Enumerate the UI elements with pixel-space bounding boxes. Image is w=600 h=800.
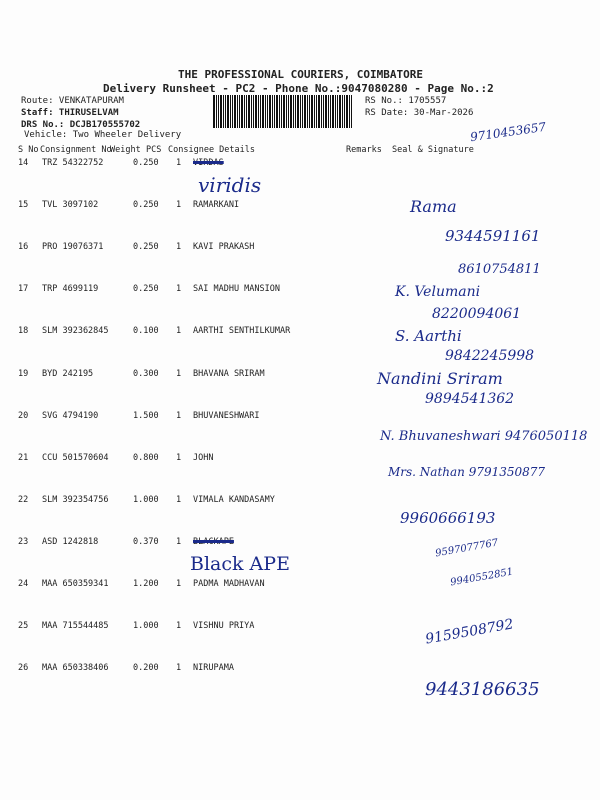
company-title: THE PROFESSIONAL COURIERS, COIMBATORE [178,68,424,81]
cell-name: RAMARKANI [193,200,240,211]
barcode-bar [332,95,334,128]
cell-sno: 22 [18,494,29,505]
cell-cons: SLM 392362845 [42,326,109,337]
cell-weight: 0.200 [133,663,159,674]
cell-cons: TVL 3097102 [42,200,99,211]
handwritten-name: Black APE [190,553,290,575]
cell-weight: 0.250 [133,284,159,295]
signature: 9344591161 [445,227,541,245]
cell-weight: 0.100 [133,326,159,337]
barcode-bar [311,95,313,128]
barcode-bar [237,95,238,128]
cell-weight: 0.300 [133,368,159,379]
cell-pcs: 1 [176,158,182,168]
barcode-bar [239,95,240,128]
signature: Mrs. Nathan 9791350877 [388,465,546,479]
col-weight: Weight [110,145,141,155]
cell-cons: ASD 1242818 [42,536,99,547]
barcode-bar [251,95,252,128]
barcode-bar [244,95,245,128]
rs-date: RS Date: 30-Mar-2026 [365,108,474,118]
cell-pcs: 1 [176,621,182,632]
table-row [0,326,600,340]
barcode-bar [295,95,296,128]
drs-number: DRS No.: DCJB170555702 [21,120,141,130]
signature: 9597077767 [434,537,500,560]
cell-name: VISHNU PRIYA [193,621,255,632]
barcode-bar [314,95,315,128]
barcode [213,95,353,128]
barcode-bar [281,95,282,128]
cell-weight: 1.500 [133,410,159,421]
barcode-bar [234,95,236,128]
signature: Rama [410,197,457,216]
cell-pcs: 1 [176,536,182,547]
barcode-bar [279,95,280,128]
barcode-bar [300,95,301,128]
table-header [0,145,600,159]
table-row [0,369,600,383]
cell-weight: 0.250 [133,158,159,168]
barcode-bar [260,95,261,128]
barcode-bar [346,95,348,128]
cell-name: VIMALA KANDASAMY [193,494,275,505]
barcode-bar [339,95,341,128]
col-pcs: PCS [146,145,162,155]
cell-sno: 20 [18,410,29,421]
cell-weight: 0.250 [133,200,159,211]
barcode-bar [248,95,250,128]
barcode-bar [258,95,259,128]
col-sno: S No [18,145,39,155]
barcode-bar [220,95,222,128]
table-row [0,197,600,216]
table-row [0,579,600,593]
barcode-bar [262,95,264,128]
barcode-bar [230,95,231,128]
barcode-bar [223,95,224,128]
cell-name: AARTHI SENTHILKUMAR [193,326,291,337]
cell-pcs: 1 [176,452,182,463]
signature: 9960666193 [400,509,496,527]
cell-cons: SVG 4794190 [42,410,99,421]
cell-name: BLACKAPE [193,536,234,547]
cell-name: BHAVANA SRIRAM [193,368,265,379]
signature: 9842245998 [445,348,535,364]
rs-number: RS No.: 1705557 [365,96,447,106]
cell-cons: PRO 19076371 [42,242,104,253]
barcode-bar [218,95,219,128]
cell-sno: 17 [18,284,29,295]
signature: 8220094061 [432,306,522,322]
barcode-bar [328,95,329,128]
cell-pcs: 1 [176,494,182,505]
signature: 9710453657 [469,119,547,145]
cell-name: NIRUPAMA [193,663,234,674]
signature: 9894541362 [425,391,515,407]
barcode-bar [274,95,275,128]
table-row [0,495,600,509]
cell-sno: 26 [18,663,29,674]
signature: 9159508792 [424,616,515,648]
barcode-bar [318,95,320,128]
cell-name: JOHN [193,452,214,463]
barcode-bar [307,95,308,128]
barcode-bar [330,95,331,128]
table-row [0,158,600,172]
barcode-bar [213,95,215,128]
barcode-bar [276,95,278,128]
handwritten-name: viridis [198,173,262,197]
staff: Staff: THIRUSELVAM [21,108,119,118]
cell-sno: 24 [18,579,29,589]
cell-weight: 0.250 [133,242,159,253]
cell-weight: 0.370 [133,536,159,547]
cell-pcs: 1 [176,663,182,674]
cell-weight: 1.000 [133,621,159,632]
barcode-bar [349,95,350,128]
cell-cons: TRP 4699119 [42,284,99,295]
barcode-bar [227,95,229,128]
barcode-bar [309,95,310,128]
barcode-bar [342,95,343,128]
cell-sno: 23 [18,536,29,547]
col-remarks: Remarks [346,145,382,155]
barcode-bar [288,95,289,128]
cell-sno: 25 [18,621,29,632]
cell-name: SAI MADHU MANSION [193,284,280,295]
barcode-bar [255,95,257,128]
barcode-bar [283,95,285,128]
barcode-bar [265,95,266,128]
barcode-bar [323,95,324,128]
cell-sno: 19 [18,368,29,379]
cell-sno: 18 [18,326,29,337]
barcode-bar [297,95,299,128]
barcode-bar [286,95,287,128]
cell-sno: 15 [18,200,29,211]
cell-sno: 14 [18,158,29,168]
cell-weight: 1.200 [133,579,159,589]
cell-cons: MAA 715544485 [42,621,109,632]
cell-name: PADMA MADHAVAN [193,579,265,589]
barcode-bar [344,95,345,128]
runsheet-subtitle: Delivery Runsheet - PC2 - Phone No.:9047080280 - Page No.:2 [103,82,494,95]
cell-weight: 1.000 [133,494,159,505]
cell-cons: SLM 392354756 [42,494,109,505]
signature: N. Bhuvaneshwari 9476050118 [380,429,588,444]
cell-cons: CCU 501570604 [42,452,109,463]
cell-name: VIRDAS [193,158,224,168]
barcode-bar [293,95,294,128]
cell-pcs: 1 [176,200,182,211]
barcode-bar [351,95,352,128]
table-row [0,663,600,677]
vehicle: Vehicle: Two Wheeler Delivery [24,130,182,140]
barcode-bar [253,95,254,128]
col-consignment: Consignment No [40,145,112,155]
cell-name: KAVI PRAKASH [193,242,255,253]
table-row [0,284,600,298]
barcode-bar [335,95,336,128]
cell-pcs: 1 [176,242,182,253]
route: Route: VENKATAPURAM [21,96,124,106]
signature: S. Aarthi [395,327,462,345]
barcode-bar [267,95,268,128]
signature: 9443186635 [425,679,540,700]
cell-pcs: 1 [176,410,182,421]
barcode-bar [272,95,273,128]
barcode-bar [232,95,233,128]
cell-pcs: 1 [176,326,182,337]
barcode-bar [290,95,292,128]
cell-sno: 21 [18,452,29,463]
cell-pcs: 1 [176,579,182,589]
cell-name: BHUVANESHWARI [193,410,260,421]
barcode-bar [321,95,322,128]
cell-cons: MAA 650359341 [42,579,109,589]
barcode-bar [225,95,226,128]
col-consignee: Consignee Details [168,145,255,155]
signature: K. Velumani [395,284,481,300]
table-row [0,537,600,551]
barcode-bar [269,95,271,128]
cell-cons: BYD 242195 [42,368,94,379]
signature: 9940552851 [449,566,515,589]
signature: 8610754811 [458,262,541,277]
cell-sno: 16 [18,242,29,253]
barcode-bar [316,95,317,128]
cell-pcs: 1 [176,284,182,295]
barcode-bar [246,95,247,128]
cell-pcs: 1 [176,368,182,379]
barcode-bar [304,95,306,128]
cell-cons: MAA 650338406 [42,663,109,674]
barcode-bar [241,95,243,128]
cell-cons: TRZ 54322752 [42,158,104,168]
barcode-bar [337,95,338,128]
barcode-bar [216,95,217,128]
col-signature: Seal & Signature [392,145,474,155]
barcode-bar [302,95,303,128]
table-row [0,411,600,425]
signature: Nandini Sriram [377,369,503,388]
barcode-bar [325,95,327,128]
cell-weight: 0.800 [133,452,159,463]
